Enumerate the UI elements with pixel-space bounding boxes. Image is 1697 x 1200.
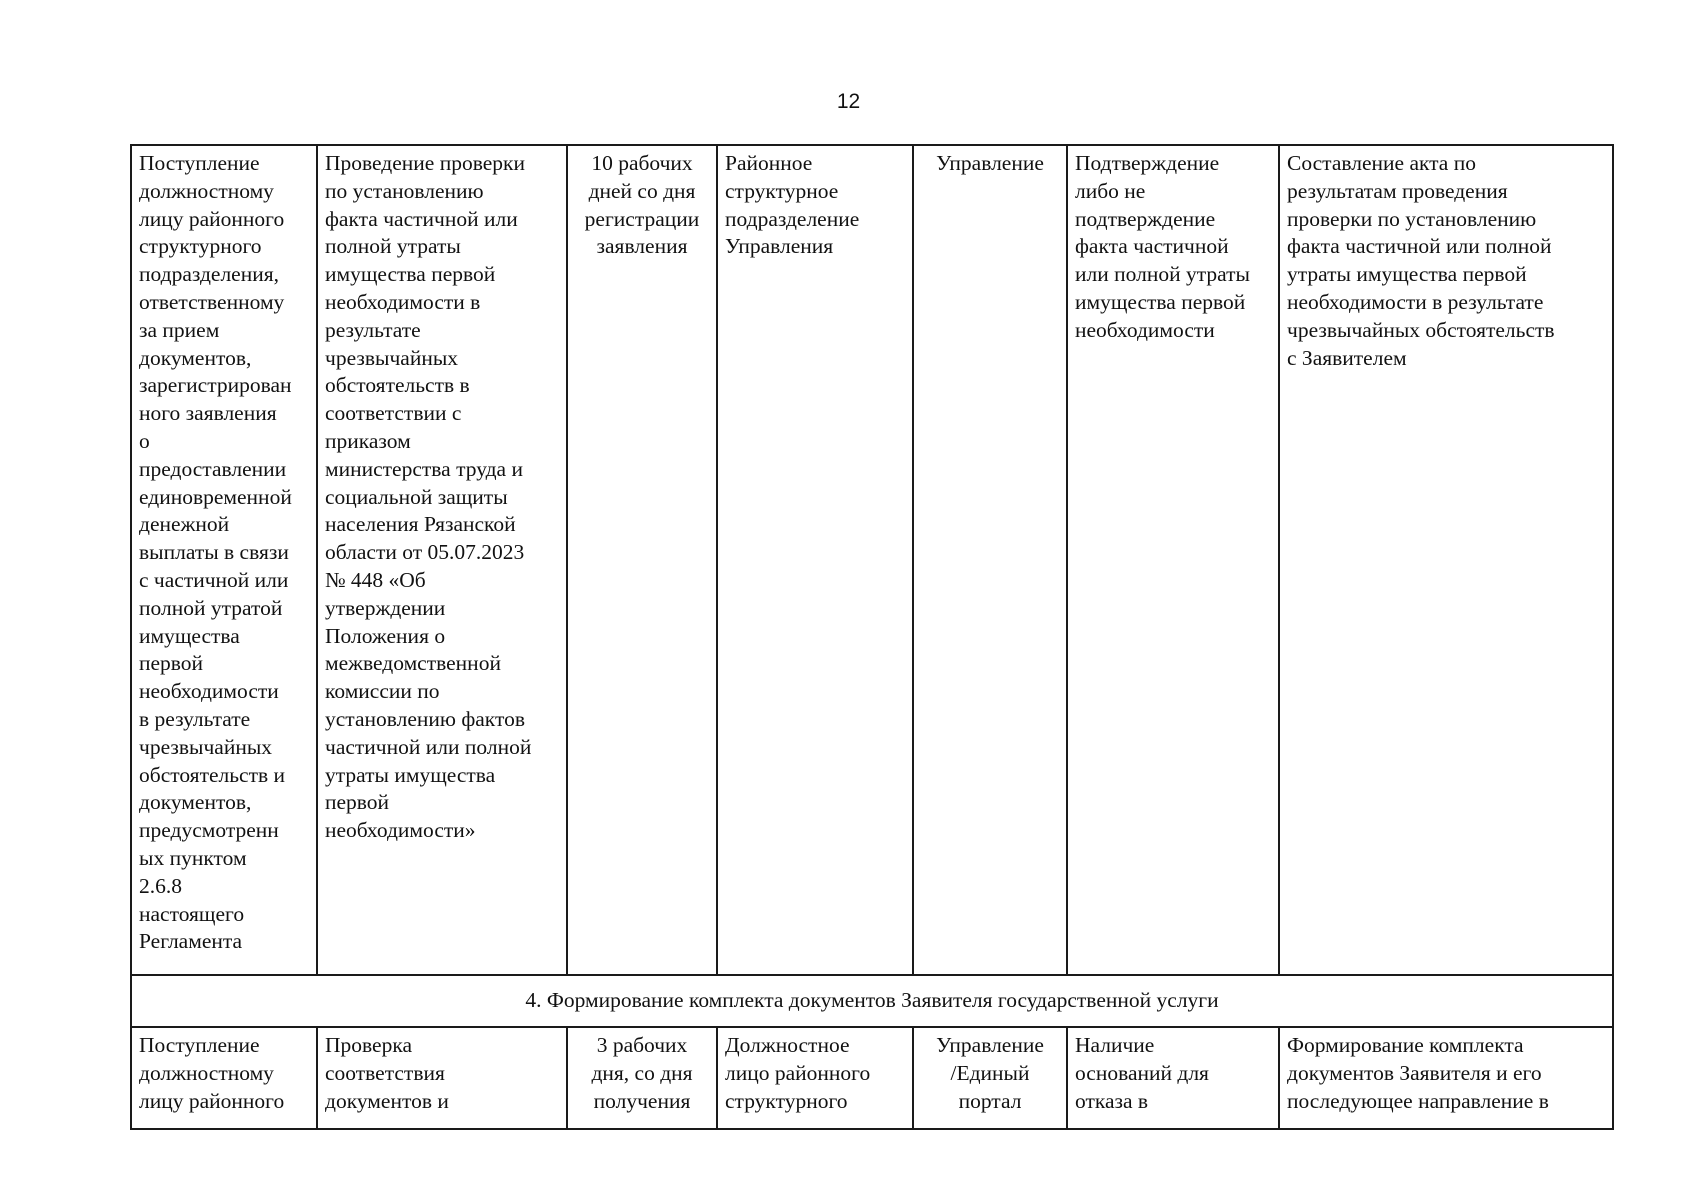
cell-line: обстоятельств и [139, 762, 286, 787]
cell-line: с Заявителем [1287, 345, 1407, 370]
cell-line: за прием [139, 317, 220, 342]
cell-line: Проверка [325, 1033, 413, 1057]
cell-responsible [717, 145, 913, 975]
cell-trigger [131, 1027, 317, 1129]
cell-line: 2.6.8 [139, 873, 182, 898]
cell-line: Районное [725, 151, 813, 175]
cell-line: настоящего [139, 901, 245, 926]
cell-line: либо не [1075, 178, 1146, 203]
cell-line: Поступление [139, 151, 260, 175]
cell-line: Наличие [1075, 1033, 1155, 1057]
cell-line: предусмотренн [139, 818, 279, 843]
section-title: 4. Формирование комплекта документов Заявителя государственной услуги [131, 975, 1613, 1027]
cell-line: структурного [725, 1088, 848, 1113]
cell-line: зарегистрирован [139, 373, 292, 398]
cell-line: предоставлении [139, 456, 287, 481]
cell-line: приказом [325, 428, 411, 453]
cell-line: или полной утраты [1075, 262, 1250, 287]
cell-line: Управление [936, 1033, 1044, 1057]
cell-line: полной утратой [139, 595, 283, 620]
cell-line: Составление акта по [1287, 151, 1476, 175]
cell-line: заявления [596, 234, 688, 259]
cell-line: подразделения, [139, 262, 280, 287]
table-row [131, 1027, 1613, 1129]
cell-line: документов и [325, 1088, 449, 1113]
cell-line: необходимости в [325, 289, 481, 314]
cell-line: утраты имущества первой [1287, 262, 1527, 287]
cell-line: первой [139, 651, 204, 676]
cell-line: лицу районного [139, 1088, 285, 1113]
cell-line: необходимости [1075, 317, 1215, 342]
cell-line: лицо районного [725, 1060, 871, 1085]
cell-line: оснований для [1075, 1060, 1209, 1085]
cell-line: населения Рязанской [325, 512, 516, 537]
cell-line: должностному [139, 178, 274, 203]
cell-responsible [717, 1027, 913, 1129]
cell-line: проверки по установлению [1287, 206, 1537, 231]
cell-line: единовременной [139, 484, 292, 509]
cell-line: частичной или полной [325, 734, 532, 759]
cell-line: чрезвычайных обстоятельств [1287, 317, 1555, 342]
cell-line: имущества первой [325, 262, 496, 287]
cell-line: документов, [139, 790, 252, 815]
cell-line: Управление [936, 151, 1044, 175]
cell-line: результатам проведения [1287, 178, 1508, 203]
cell-duration [567, 145, 717, 975]
cell-line: последующее направление в [1287, 1088, 1549, 1113]
cell-line: 10 рабочих [591, 151, 693, 175]
cell-line: № 448 «Об [325, 567, 426, 592]
cell-line: установлению фактов [325, 706, 525, 731]
cell-line: имущества первой [1075, 289, 1246, 314]
cell-line: первой [325, 790, 390, 815]
cell-line: выплаты в связи [139, 540, 289, 565]
cell-line: подтверждение [1075, 206, 1216, 231]
cell-duration [567, 1027, 717, 1129]
cell-line: по установлению [325, 178, 484, 203]
cell-line: портал [958, 1088, 1022, 1113]
cell-line: дня, со дня [591, 1060, 693, 1085]
cell-line: в результате [139, 706, 251, 731]
cell-line: соответствии с [325, 401, 462, 426]
cell-action [317, 1027, 567, 1129]
cell-line: структурного [139, 234, 262, 259]
cell-result [1279, 145, 1613, 975]
cell-line: Положения о [325, 623, 446, 648]
cell-line: социальной защиты [325, 484, 508, 509]
cell-line: факта частичной или [325, 206, 518, 231]
cell-line: необходимости [139, 679, 279, 704]
cell-line: комиссии по [325, 679, 440, 704]
cell-line: утраты имущества [325, 762, 496, 787]
cell-line: дней со дня [588, 178, 696, 203]
cell-result [1279, 1027, 1613, 1129]
cell-line: чрезвычайных [325, 345, 459, 370]
cell-line: подразделение [725, 206, 860, 231]
table-row [131, 145, 1613, 975]
cell-line: 3 рабочих [596, 1033, 688, 1057]
cell-trigger [131, 145, 317, 975]
cell-line: области от 05.07.2023 [325, 540, 525, 565]
cell-line: соответствия [325, 1060, 445, 1085]
cell-line: необходимости в результате [1287, 289, 1544, 314]
cell-line: /Единый [950, 1060, 1030, 1085]
cell-place [913, 145, 1067, 975]
cell-line: лицу районного [139, 206, 285, 231]
cell-line: Управления [725, 234, 834, 259]
cell-line: межведомственной [325, 651, 501, 676]
cell-line: денежной [139, 512, 230, 537]
cell-line: Подтверждение [1075, 151, 1220, 175]
cell-line: Поступление [139, 1033, 260, 1057]
cell-line: документов Заявителя и его [1287, 1060, 1542, 1085]
cell-line: Формирование комплекта [1287, 1033, 1524, 1057]
cell-line: имущества [139, 623, 240, 648]
cell-line: о [139, 428, 150, 453]
cell-line: должностному [139, 1060, 274, 1085]
cell-line: получения [593, 1088, 691, 1113]
cell-line: отказа в [1075, 1088, 1149, 1113]
regulation-table [130, 144, 1614, 1130]
cell-line: чрезвычайных [139, 734, 273, 759]
cell-line: факта частичной [1075, 234, 1229, 259]
cell-line: ного заявления [139, 401, 277, 426]
cell-line: ответственному [139, 289, 285, 314]
page-number: 12 [836, 90, 861, 113]
section-header-row [131, 975, 1613, 1027]
cell-line: с частичной или [139, 567, 289, 592]
cell-line: обстоятельств в [325, 373, 470, 398]
cell-line: Должностное [725, 1033, 850, 1057]
cell-line: утверждении [325, 595, 446, 620]
cell-line: Регламента [139, 929, 243, 954]
cell-line: факта частичной или полной [1287, 234, 1552, 259]
cell-criteria [1067, 1027, 1279, 1129]
cell-line: Проведение проверки [325, 151, 525, 175]
cell-line: ых пунктом [139, 845, 247, 870]
cell-line: полной утраты [325, 234, 461, 259]
cell-line: необходимости» [325, 818, 476, 843]
cell-line: документов, [139, 345, 252, 370]
cell-line: структурное [725, 178, 839, 203]
cell-line: министерства труда и [325, 456, 523, 481]
cell-action [317, 145, 567, 975]
cell-line: регистрации [584, 206, 700, 231]
cell-line: результате [325, 317, 421, 342]
cell-place [913, 1027, 1067, 1129]
cell-criteria [1067, 145, 1279, 975]
